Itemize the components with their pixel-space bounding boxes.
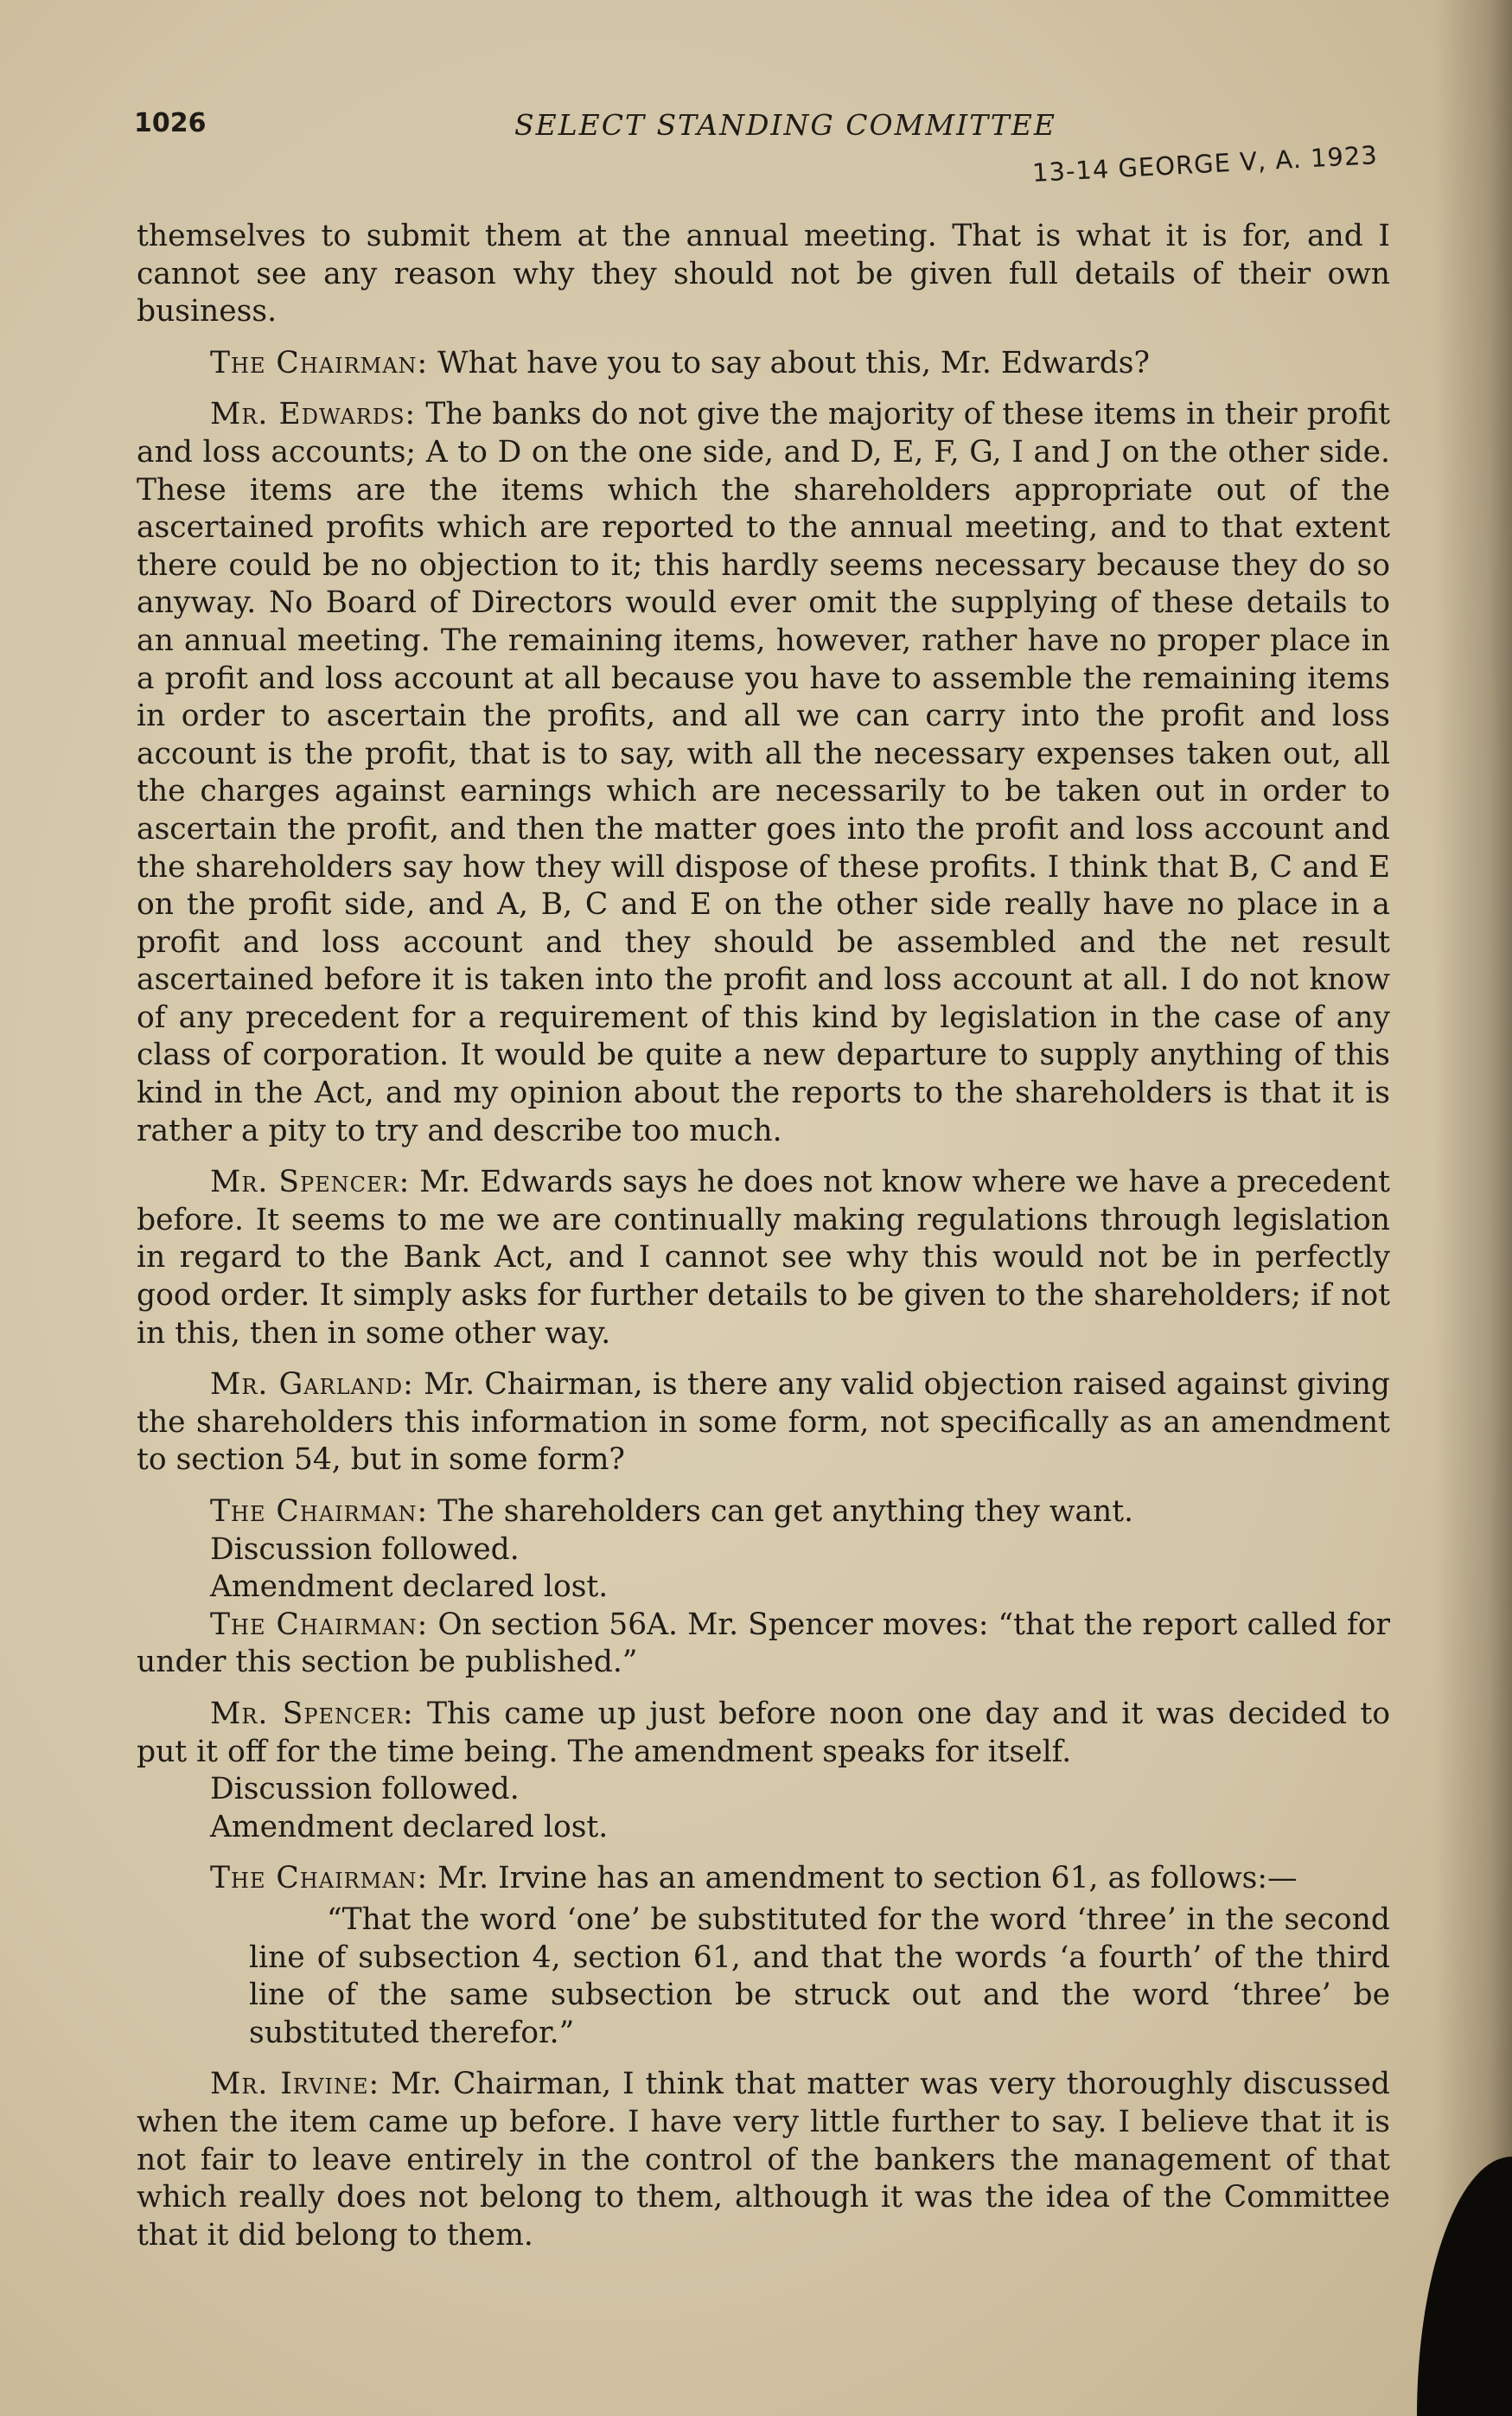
paragraph-text: Discussion followed.: [210, 1531, 520, 1567]
paragraph-text: On section 56A. Mr. Spencer moves: “that the report called for under this section be published.”: [137, 1607, 1390, 1680]
quoted-amendment: [249, 1901, 1390, 2052]
paragraph-text: The banks do not give the majority of these items in their profit and loss accounts; A to D on the one side, and D, E, F, G, I and J on the other side. These items are the items which the shareholders appropriate out of the ascertained profits which are reported to the annual meeting, and to that extent there could be no objection to it; this hardly seems necessary because they do so anyway. No Board of Directors would ever omit the supplying of these details to an annual meeting. The remaining items, however, rather have no proper place in a profit and loss account at all because you have to assemble the remaining items in order to ascertain the profits, and all we can carry into the profit and loss account is the profit, that is to say, with all the necessary expenses taken out, all the charges against earnings which are necessarily to be taken out in order to ascertain the profit, and then the matter goes into the profit and loss account and the shareholders say how they will dispose of these profits. I think that B, C and E on the profit side, and A, B, C and E on the other side really have no place in a profit and loss account and they should be assembled and the net result ascertained before it is taken into the profit and loss account at all. I do not know of any precedent for a requirement of this kind by legislation in the case of any class of corporation. It would be quite a new departure to supply anything of this kind in the Act, and my opinion about the reports to the shareholders is that it is rather a pity to try and describe too much.: [137, 397, 1391, 1148]
paragraph-text: Mr. Irvine has an amendment to section 61, as follows:—: [437, 1861, 1298, 1896]
speaker: The Chairman:: [210, 1861, 429, 1896]
page-header: [134, 108, 1431, 188]
paragraph: [137, 1164, 1390, 1352]
page-gutter-shadow: [1434, 0, 1512, 2416]
paragraph: [137, 218, 1390, 331]
paragraph: [137, 1531, 1390, 1569]
paragraph-text: Amendment declared lost.: [210, 1809, 609, 1844]
paragraph: [137, 1696, 1390, 1771]
speaker: Mr. Garland:: [210, 1367, 414, 1403]
paragraph-text: The shareholders can get anything they want.: [437, 1494, 1134, 1529]
paragraph-text: Mr. Chairman, I think that matter was very thoroughly discussed when the item came up before. I have very little further to say. I believe that it is not fair to leave entirely in the control of the bankers the management of that which really does not belong to them, although it was the idea of the Committee that it did belong to them.: [137, 2067, 1390, 2253]
paragraph-text: themselves to submit them at the annual meeting. That is what it is for, and I cannot see any reason why they should not be given full details of their own business.: [137, 219, 1390, 329]
paragraph-text: Amendment declared lost.: [210, 1569, 609, 1605]
paragraph: [137, 2066, 1390, 2254]
speaker: Mr. Spencer:: [210, 1696, 414, 1731]
speaker: Mr. Irvine:: [210, 2067, 380, 2102]
paragraph-text: What have you to say about this, Mr. Edwards?: [437, 345, 1150, 380]
paragraph: [137, 1493, 1390, 1531]
speaker: Mr. Spencer:: [210, 1165, 411, 1200]
page-number: 1026: [134, 108, 207, 138]
paragraph: [137, 396, 1390, 1150]
session-label: 13-14 GEORGE V, A. 1923: [1031, 140, 1379, 188]
running-title: SELECT STANDING COMMITTEE: [514, 108, 1056, 142]
paragraph: [137, 1607, 1390, 1682]
paragraph-text: Mr. Edwards says he does not know where we have a precedent before. It seems to me we are continually making regulations through legislation in regard to the Bank Act, and I cannot see why this would not be in perfectly good order. It simply asks for further details to be given to the shareholders; if not in this, then in some other way.: [137, 1165, 1391, 1351]
page-body: [137, 218, 1390, 2254]
speaker: The Chairman:: [210, 345, 429, 380]
paragraph: [137, 1569, 1390, 1607]
paragraph-text: This came up just before noon one day and it was decided to put it off for the time being. The amendment speaks for itself.: [137, 1696, 1391, 1769]
speaker: Mr. Edwards:: [210, 397, 417, 432]
paragraph: [137, 1771, 1390, 1809]
speaker: The Chairman:: [210, 1607, 429, 1642]
paragraph-text: Mr. Chairman, is there any valid objection raised against giving the shareholders this information in some form, not specifically as an amendment to section 54, but in some form?: [137, 1367, 1390, 1478]
paragraph: [137, 1809, 1390, 1847]
paragraph-text: Discussion followed.: [210, 1772, 520, 1807]
page-corner-shadow: [1417, 2157, 1512, 2416]
speaker: The Chairman:: [210, 1494, 429, 1529]
paragraph: [137, 1366, 1390, 1480]
paragraph: [137, 1860, 1390, 1898]
paragraph: [137, 345, 1390, 383]
paragraph-text: “That the word ‘one’ be substituted for the word ‘three’ in the second line of subsection 4, section 61, and that the words ‘a fourth’ of the third line of the same subsection be struck out and the word ‘three’ be substituted therefor.”: [249, 1901, 1390, 2050]
